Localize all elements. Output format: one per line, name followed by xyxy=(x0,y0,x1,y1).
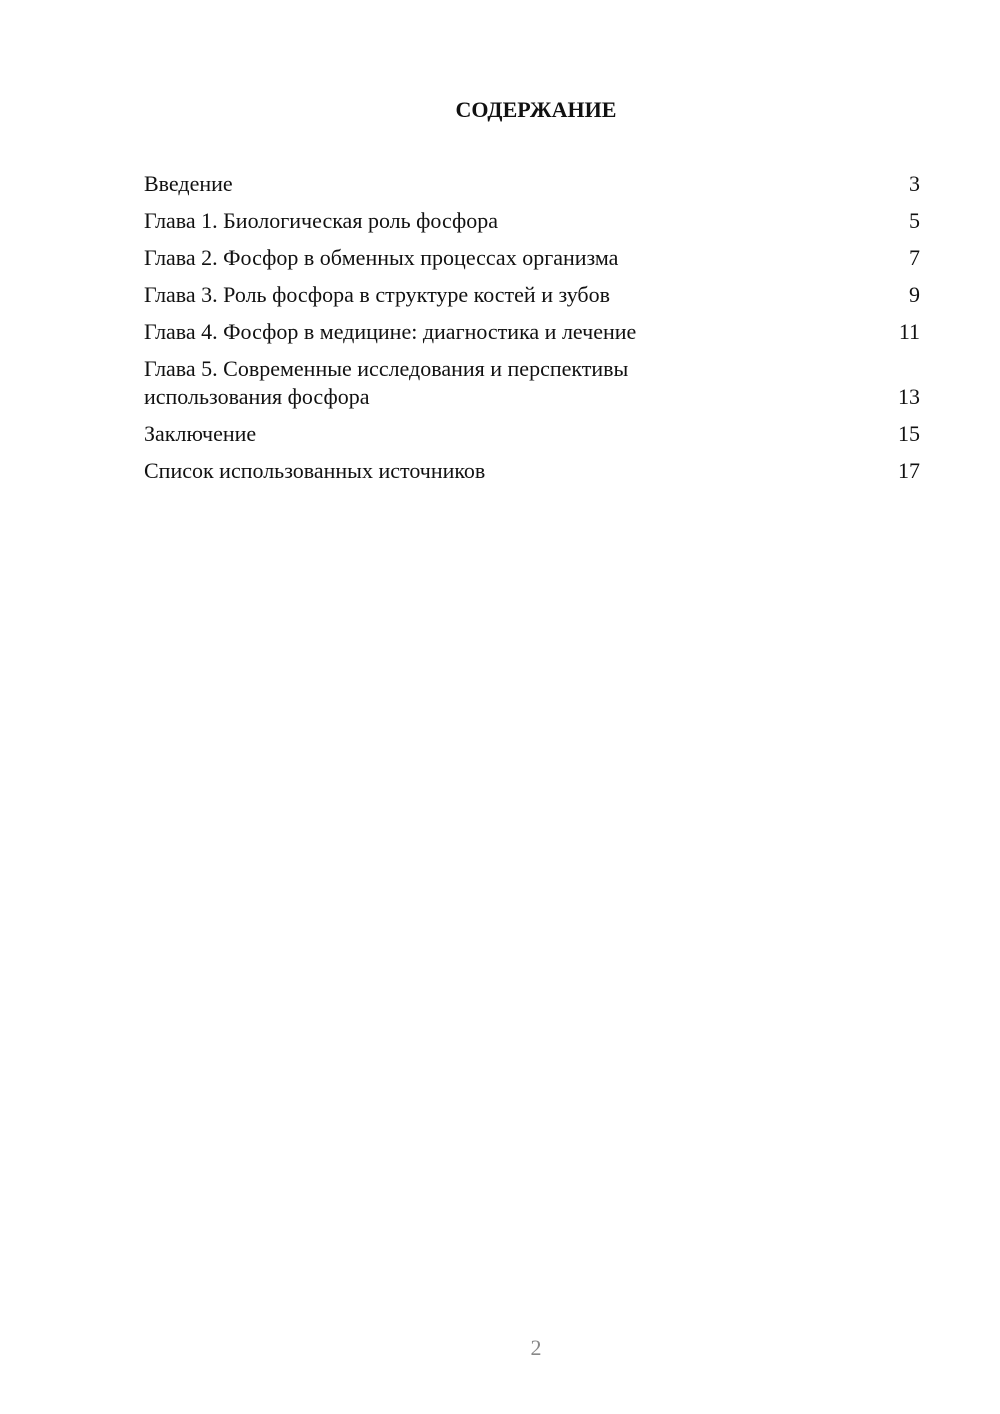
toc-row xyxy=(144,355,920,411)
toc-row xyxy=(144,457,920,485)
toc-entry: Глава 2. Фосфор в обменных процессах организма xyxy=(144,245,619,270)
toc-entry: Глава 1. Биологическая роль фосфора xyxy=(144,208,499,233)
toc-page-number: 17 xyxy=(898,458,920,483)
toc-row xyxy=(144,170,920,198)
toc-entry: Введение xyxy=(144,171,233,196)
toc-entry: Глава 3. Роль фосфора в структуре костей и зубов xyxy=(144,282,610,307)
toc-row xyxy=(144,244,920,272)
toc-entry: Глава 4. Фосфор в медицине: диагностика и лечение xyxy=(144,319,637,344)
toc-row xyxy=(144,281,920,309)
toc-page-number: 5 xyxy=(909,208,920,233)
page-title: СОДЕРЖАНИЕ xyxy=(455,97,617,122)
toc-entry: Список использованных источников xyxy=(144,458,486,483)
table-of-contents xyxy=(144,170,920,494)
toc-row xyxy=(144,318,920,346)
toc-page-number: 11 xyxy=(898,319,920,344)
toc-page-number: 15 xyxy=(898,421,920,446)
toc-entry: Заключение xyxy=(144,421,257,446)
toc-page-number: 3 xyxy=(909,171,920,196)
toc-row xyxy=(144,420,920,448)
toc-page-number: 9 xyxy=(909,282,920,307)
page-number: 2 xyxy=(530,1335,542,1360)
toc-page-number: 13 xyxy=(898,384,920,409)
toc-entry: Глава 5. Современные исследования и перспективы использования фосфора xyxy=(144,356,629,409)
toc-page-number: 7 xyxy=(909,245,920,270)
toc-row xyxy=(144,207,920,235)
